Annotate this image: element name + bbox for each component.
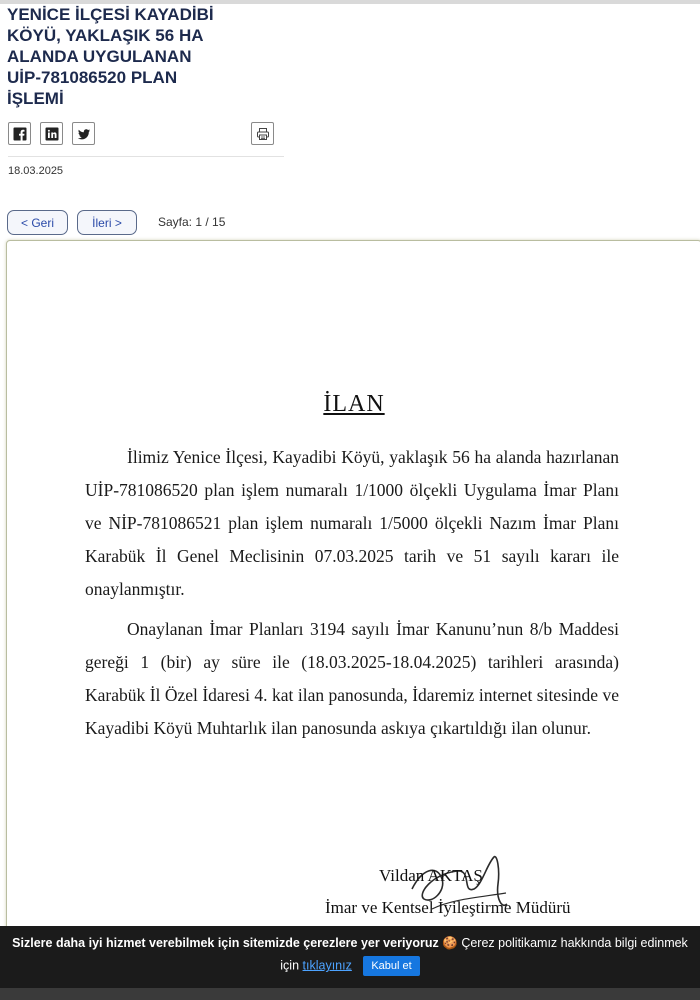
print-button[interactable] [251, 122, 274, 145]
share-toolbar [8, 122, 278, 147]
linkedin-share-button[interactable] [40, 122, 63, 145]
article-title: YENİCE İLÇESİ KAYADİBİ KÖYÜ, YAKLAŞIK 56 HA ALANDA UYGULANAN UİP-781086520 PLAN İŞLEMİ [7, 5, 214, 108]
cookie-prefix: için [280, 958, 300, 973]
page-indicator: Sayfa: 1 / 15 [158, 215, 226, 229]
next-button[interactable]: İleri > [77, 210, 137, 235]
cookie-policy-link[interactable]: tıklayınız [302, 958, 352, 973]
document-heading: İLAN [323, 391, 385, 417]
facebook-icon [13, 127, 27, 141]
twitter-icon [77, 127, 91, 141]
cookie-message [0, 936, 700, 951]
document-paragraph-2: Onaylanan İmar Planları 3194 sayılı İmar Kanunu’nun 8/b Maddesi gereği 1 (bir) ay süre ile (18.03.2025-18.04.2025) tarihleri arasında) Karabük İl Özel İdaresi 4. kat ilan panosunda, İdaremiz internet sitesinde ve Kayadibi Köyü Muhtarlık ilan panosunda askıya çıkartıldığı ilan olunur. [85, 619, 619, 738]
cookie-message-rest: Çerez politikamız hakkında bilgi edinmek [461, 936, 688, 950]
signer-title: İmar ve Kentsel İyileştirme Müdürü [325, 898, 571, 917]
divider [8, 156, 284, 157]
bottom-strip [0, 988, 700, 1000]
back-button[interactable]: < Geri [7, 210, 68, 235]
cookie-actions [0, 956, 700, 976]
cookie-banner [0, 926, 700, 988]
accept-cookies-button[interactable]: Kabul et [363, 956, 419, 976]
facebook-share-button[interactable] [8, 122, 31, 145]
print-icon [256, 127, 270, 141]
signer-name: Vildan AKTAŞ [379, 866, 483, 885]
twitter-share-button[interactable] [72, 122, 95, 145]
linkedin-icon [45, 127, 59, 141]
cookie-message-bold: Sizlere daha iyi hizmet verebilmek için sitemizde çerezlere yer veriyoruz [12, 936, 439, 950]
publish-date: 18.03.2025 [8, 165, 64, 177]
document-paragraph-1: İlimiz Yenice İlçesi, Kayadibi Köyü, yaklaşık 56 ha alanda hazırlanan UİP-781086520 plan işlem numaralı 1/1000 ölçekli Uygulama İmar Planı ve NİP-781086521 plan işlem numaralı 1/5000 ölçekli Nazım İmar Planı Karabük İl Genel Meclisinin 07.03.2025 tarih ve 51 sayılı kararı ile onaylanmıştır. [85, 447, 619, 599]
document-viewer[interactable] [6, 240, 700, 940]
cookie-emoji: 🍪 [442, 936, 458, 950]
